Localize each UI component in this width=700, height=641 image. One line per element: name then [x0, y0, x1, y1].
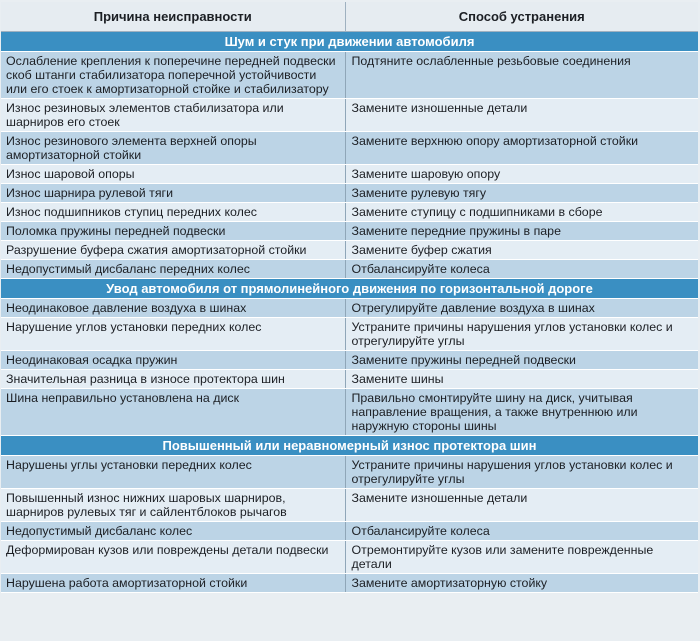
- cause-cell: Поломка пружины передней подвески: [1, 222, 345, 241]
- remedy-cell: Отбалансируйте колеса: [345, 522, 698, 541]
- table-body: [1, 32, 698, 593]
- section-header-row: [1, 32, 698, 52]
- cause-cell: Шина неправильно установлена на диск: [1, 389, 345, 436]
- cause-cell: Недопустимый дисбаланс колес: [1, 522, 345, 541]
- table-row: [1, 184, 698, 203]
- table-header: [1, 2, 698, 32]
- header-cause: Причина неисправности: [1, 2, 345, 32]
- cause-cell: Значительная разница в износе протектора шин: [1, 370, 345, 389]
- troubleshooting-table: [1, 2, 698, 593]
- cause-cell: Износ шаровой опоры: [1, 165, 345, 184]
- cause-cell: Износ резиновых элементов стабилизатора или шарниров его стоек: [1, 99, 345, 132]
- table-row: [1, 489, 698, 522]
- section-header-row: [1, 436, 698, 456]
- cause-cell: Разрушение буфера сжатия амортизаторной стойки: [1, 241, 345, 260]
- remedy-cell: Замените амортизаторную стойку: [345, 574, 698, 593]
- header-remedy: Способ устранения: [345, 2, 698, 32]
- table-row: [1, 389, 698, 436]
- table-row: [1, 203, 698, 222]
- table-row: [1, 132, 698, 165]
- remedy-cell: Замените изношенные детали: [345, 99, 698, 132]
- cause-cell: Износ резинового элемента верхней опоры амортизаторной стойки: [1, 132, 345, 165]
- table-row: [1, 299, 698, 318]
- section-title: Шум и стук при движении автомобиля: [1, 32, 698, 52]
- table-row: [1, 241, 698, 260]
- cause-cell: Неодинаковая осадка пружин: [1, 351, 345, 370]
- table-row: [1, 99, 698, 132]
- cause-cell: Износ подшипников ступиц передних колес: [1, 203, 345, 222]
- remedy-cell: Замените пружины передней подвески: [345, 351, 698, 370]
- table-row: [1, 52, 698, 99]
- section-header-row: [1, 279, 698, 299]
- cause-cell: Ослабление крепления к поперечине передней подвески скоб штанги стабилизатора поперечной устойчивости или его стоек к амортизаторной стойке и стабилизатору: [1, 52, 345, 99]
- table-row: [1, 222, 698, 241]
- cause-cell: Нарушена работа амортизаторной стойки: [1, 574, 345, 593]
- table-row: [1, 522, 698, 541]
- cause-cell: Повышенный износ нижних шаровых шарниров, шарниров рулевых тяг и сайлентблоков рычагов: [1, 489, 345, 522]
- cause-cell: Неодинаковое давление воздуха в шинах: [1, 299, 345, 318]
- table-row: [1, 574, 698, 593]
- cause-cell: Нарушены углы установки передних колес: [1, 456, 345, 489]
- section-title: Повышенный или неравномерный износ протектора шин: [1, 436, 698, 456]
- remedy-cell: Отбалансируйте колеса: [345, 260, 698, 279]
- table-row: [1, 260, 698, 279]
- cause-cell: Износ шарнира рулевой тяги: [1, 184, 345, 203]
- remedy-cell: Отрегулируйте давление воздуха в шинах: [345, 299, 698, 318]
- remedy-cell: Замените шины: [345, 370, 698, 389]
- remedy-cell: Замените буфер сжатия: [345, 241, 698, 260]
- remedy-cell: Отремонтируйте кузов или замените поврежденные детали: [345, 541, 698, 574]
- remedy-cell: Замените ступицу с подшипниками в сборе: [345, 203, 698, 222]
- section-title: Увод автомобиля от прямолинейного движения по горизонтальной дороге: [1, 279, 698, 299]
- cause-cell: Нарушение углов установки передних колес: [1, 318, 345, 351]
- table-row: [1, 318, 698, 351]
- cause-cell: Деформирован кузов или повреждены детали подвески: [1, 541, 345, 574]
- remedy-cell: Устраните причины нарушения углов установки колес и отрегулируйте углы: [345, 456, 698, 489]
- table-row: [1, 541, 698, 574]
- remedy-cell: Устраните причины нарушения углов установки колес и отрегулируйте углы: [345, 318, 698, 351]
- table-row: [1, 370, 698, 389]
- remedy-cell: Подтяните ослабленные резьбовые соединения: [345, 52, 698, 99]
- remedy-cell: Замените изношенные детали: [345, 489, 698, 522]
- cause-cell: Недопустимый дисбаланс передних колес: [1, 260, 345, 279]
- table-row: [1, 351, 698, 370]
- remedy-cell: Замените рулевую тягу: [345, 184, 698, 203]
- remedy-cell: Правильно смонтируйте шину на диск, учитывая направление вращения, а также внутреннюю или наружную стороны шины: [345, 389, 698, 436]
- remedy-cell: Замените верхнюю опору амортизаторной стойки: [345, 132, 698, 165]
- table-row: [1, 456, 698, 489]
- table-row: [1, 165, 698, 184]
- remedy-cell: Замените шаровую опору: [345, 165, 698, 184]
- remedy-cell: Замените передние пружины в паре: [345, 222, 698, 241]
